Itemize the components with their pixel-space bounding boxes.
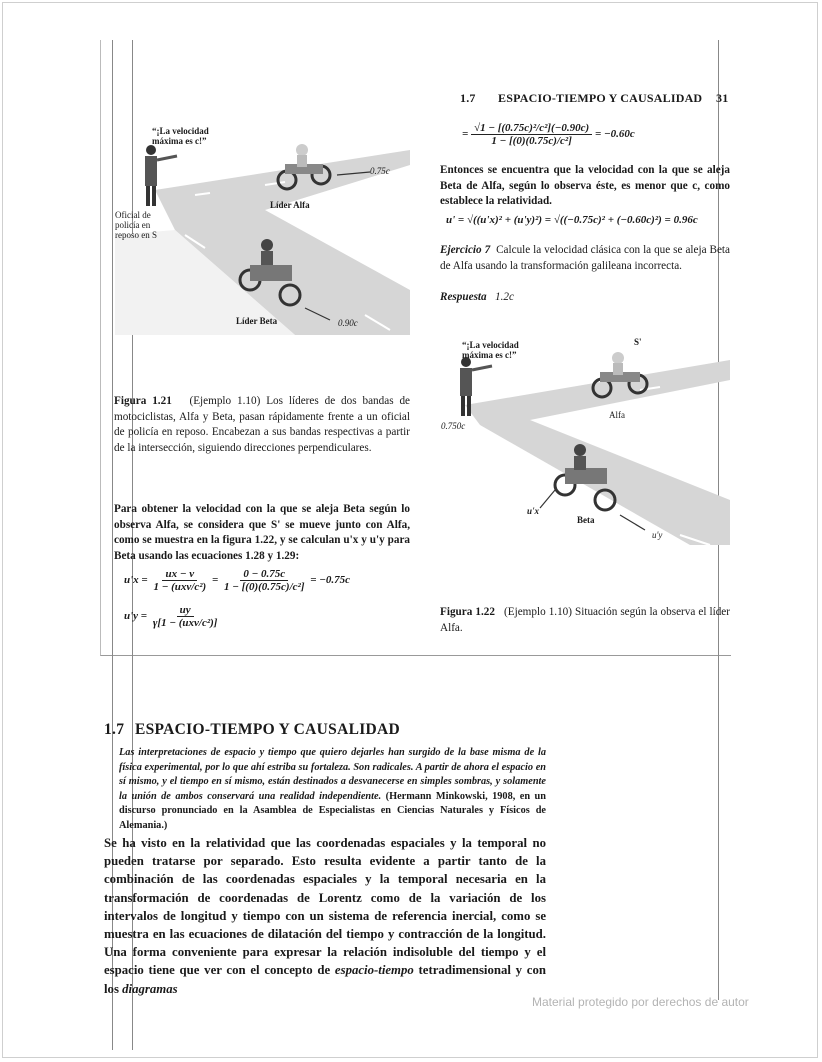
uy-arrow [620, 515, 645, 530]
uy-label: u'y [652, 530, 663, 540]
alfa-label: Alfa [609, 410, 625, 420]
exercise-label: Ejercicio 7 [440, 244, 491, 256]
alfa-leader-label: Líder Alfa [270, 200, 310, 210]
answer-value: 1.2c [495, 291, 514, 303]
answer-label: Respuesta [440, 291, 487, 303]
section-number: 1.7 [104, 721, 125, 738]
page-number: 31 [716, 91, 729, 105]
figure-1-22-caption [440, 605, 730, 636]
body-text: tetradimensional y con los [104, 963, 547, 996]
caption-text: (Ejemplo 1.10) Situación según la observa el líder Alfa. [440, 606, 730, 634]
right-paragraph: Entonces se encuentra que la velocidad con la que se aleja Beta de Alfa, según lo observa éste, es menor que c, como establece la relatividad. [440, 164, 730, 208]
equation-ux: u'x = $\frac{ux - v}{\text{1 − (uxv/c²)}}$ = $\frac{0 - 0.75c}{\text{1 − [(0)(0.75c)/c²]}}$ = −0.75c [124, 568, 351, 593]
running-header-title: ESPACIO-TIEMPO Y CAUSALIDAD [498, 91, 703, 105]
eq-result: = −0.75c [310, 574, 351, 587]
ux-arrow [540, 490, 555, 508]
quote-text: Las interpretaciones de espacio y tiempo que quiero dejarles han surgido de la base misma de la física experimental, por lo que ahí estriba su fortaleza. Son radicales. A partir de ahora el espacio en sí mismo, y el tiempo en sí mismo, están destinados a desvanecerse en simples sombras, y solamente la unión de ambos conservará una realidad independiente. [119, 747, 546, 802]
epigraph-quote [119, 746, 546, 834]
answer [440, 290, 514, 306]
body-emphasis: diagramas [122, 981, 178, 996]
running-header-number: 1.7 [460, 91, 476, 105]
figure-1-21-caption [114, 394, 410, 456]
eq-numerator: √1 − [(0.75c)²/c²](−0.90c) [471, 122, 592, 135]
eq-denominator: 1 − [(0)(0.75c)/c²] [491, 135, 572, 147]
beta-label: Beta [577, 515, 595, 525]
eq-numerator: 0 − 0.75c [240, 568, 288, 581]
road [465, 360, 730, 545]
eq-denominator: 1 − (uxv/c²) [153, 581, 207, 593]
officer-speed: 0.750c [441, 421, 466, 431]
eq-numerator: ux − v [162, 568, 197, 581]
left-paragraph: Para obtener la velocidad con la que se aleja Beta según lo observa Alfa, se considera que S' se mueve junto con Alfa, como se muestra en la figura 1.22, y se calculan u'x y u'y para Beta usando las ecuaciones 1.28 y 1.29: [114, 503, 410, 562]
eq-numerator: uy [177, 604, 194, 617]
body-text: Se ha visto en la relatividad que las coordenadas espaciales y la temporal no pueden tratarse por separado. Esto resulta evidente a partir tanto de la combinación de las coordenadas espaciales y la temporal necesaria en la transformación de coordenadas de Lorentz como de la variación de los intervalos de longitud y tiempo con un sistema de referencia inercial, como se muestra en las ecuaciones de dilatación del tiempo y contracción de la longitud. Una forma conveniente para expresar la relación indisoluble del tiempo y el espacio tiene que ver con el concepto de [104, 836, 546, 978]
quote-attribution: (Hermann Minkowski, 1908, en un discurso pronunciado en la Asamblea de Especialistas en Ciencias Naturales y Físicos de Alemania.) [119, 790, 546, 831]
eq-result: = −0.60c [594, 128, 635, 141]
equation-uy-result: = $\frac{\text{√1 − [(0.75c)²/c²](−0.90c)}}{\text{1 − [(0)(0.75c)/c²]}}$ = −0.60c [462, 122, 635, 147]
copyright-watermark: Material protegido por derechos de autor [532, 995, 749, 1009]
section-body [104, 834, 546, 998]
ux-label: u'x [527, 506, 540, 516]
caption-label: Figura 1.22 [440, 606, 495, 618]
caption-text: (Ejemplo 1.10) Los líderes de dos bandas de motociclistas, Alfa y Beta, pasan rápidamente frente a un oficial de policía en reposo. Encabezan a sus bandas respectivas a partir de la intersección, siguiendo direcciones perpendiculares. [114, 395, 411, 454]
alfa-speed: 0.75c [370, 166, 390, 176]
beta-leader-label: Líder Beta [236, 316, 278, 326]
body-emphasis: espacio-tiempo [334, 963, 414, 978]
figure-1-21-speech: “¡La velocidad máxima es c!” [152, 126, 209, 146]
equation-uy [124, 604, 220, 629]
equation-magnitude: u' = √((u'x)² + (u'y)²) = √((−0.75c)² + (−0.60c)²) = 0.96c [446, 214, 698, 226]
officer-label: Oficial de policía en reposo en S [115, 210, 157, 240]
eq-lhs: u'y = [124, 610, 148, 623]
eq-denominator: 1 − [(0)(0.75c)/c²] [223, 581, 305, 593]
section-title: ESPACIO-TIEMPO Y CAUSALIDAD [135, 721, 401, 738]
figure-1-22-speech: “¡La velocidad máxima es c!” [462, 340, 519, 360]
exercise-text: Calcule la velocidad clásica con la que se aleja Beta de Alfa usando la transformación galileana incorrecta. [440, 244, 731, 272]
exercise-7 [440, 243, 730, 274]
frame-s-prime-label: S' [634, 337, 642, 347]
caption-label: Figura 1.21 [114, 395, 172, 407]
eq-lhs: u'x = [124, 574, 148, 587]
eq-denominator: γ[1 − (uxv/c²)] [152, 617, 218, 629]
beta-speed: 0.90c [338, 318, 358, 328]
